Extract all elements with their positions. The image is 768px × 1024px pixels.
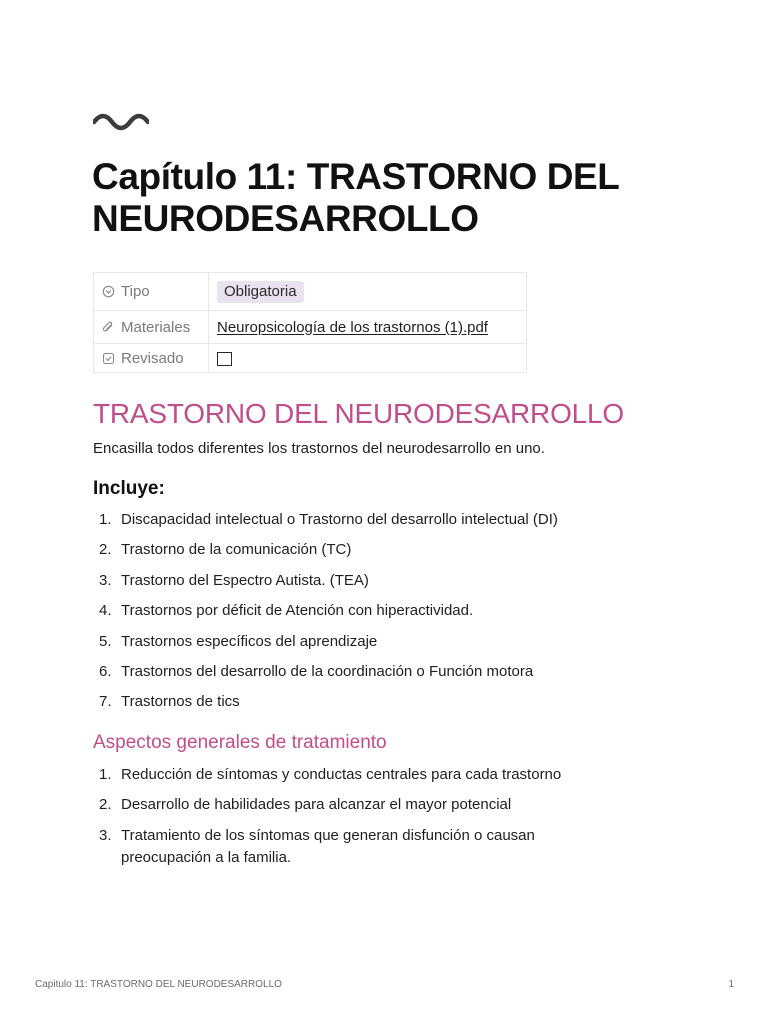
list-number: 5.	[99, 632, 112, 650]
list-item	[93, 661, 613, 683]
list-item	[93, 764, 613, 786]
property-name-tipo	[94, 273, 209, 311]
property-row-tipo	[94, 273, 527, 311]
checkbox-icon	[102, 352, 115, 365]
page-number: 1	[728, 979, 734, 990]
list-item	[93, 691, 613, 713]
list-item-text: Trastorno de la comunicación (TC)	[121, 541, 352, 559]
list-number: 4.	[99, 602, 112, 620]
select-icon	[102, 285, 115, 298]
list-item-text: Reducción de síntomas y conductas centrales para cada trastorno	[121, 766, 562, 783]
list-number: 7.	[99, 693, 112, 711]
list-number: 3.	[99, 826, 112, 844]
page-title: Capítulo 11: TRASTORNO DEL NEURODESARROLLO	[92, 156, 619, 239]
property-label: Materiales	[121, 318, 191, 336]
treatment-heading: Aspectos generales de tratamiento	[93, 732, 387, 753]
includes-list	[93, 509, 613, 722]
list-item-text: Trastorno del Espectro Autista. (TEA)	[121, 571, 369, 589]
properties-table	[93, 272, 527, 373]
list-item	[93, 631, 613, 653]
property-label: Tipo	[121, 283, 150, 300]
property-row-revisado	[94, 344, 527, 373]
tag-badge[interactable]: Obligatoria	[217, 281, 304, 303]
property-name-revisado	[94, 344, 209, 373]
list-item-text: Trastornos de tics	[121, 693, 240, 711]
list-number: 6.	[99, 662, 112, 680]
list-item	[93, 794, 613, 816]
revisado-checkbox[interactable]	[217, 352, 232, 366]
paperclip-icon	[102, 321, 115, 334]
property-value-tipo[interactable]	[209, 273, 527, 311]
list-item	[93, 825, 613, 869]
list-item-text: Tratamiento de los síntomas que generan disfunción o causan preocupación a la familia.	[121, 826, 535, 866]
list-number: 1.	[99, 511, 112, 528]
list-number: 1.	[99, 766, 112, 783]
list-item-text: Desarrollo de habilidades para alcanzar el mayor potencial	[121, 796, 512, 814]
list-item-text: Trastornos por déficit de Atención con hiperactividad.	[121, 602, 474, 620]
list-item	[93, 570, 613, 592]
footer-title: Capitulo 11: TRASTORNO DEL NEURODESARROLLO	[35, 979, 282, 990]
list-item	[93, 509, 613, 531]
property-value-revisado	[209, 344, 527, 373]
list-number: 2.	[99, 796, 112, 814]
intro-paragraph: Encasilla todos diferentes los trastornos del neurodesarrollo en uno.	[93, 440, 545, 457]
list-item	[93, 539, 613, 561]
file-link[interactable]: Neuropsicología de los trastornos (1).pdf	[217, 318, 488, 336]
property-label: Revisado	[121, 349, 184, 367]
list-number: 3.	[99, 571, 112, 589]
list-number: 2.	[99, 541, 112, 559]
treatment-list	[93, 764, 613, 877]
property-value-materiales	[209, 311, 527, 344]
section-heading: TRASTORNO DEL NEURODESARROLLO	[93, 398, 624, 429]
list-item-text: Trastornos del desarrollo de la coordinación o Función motora	[121, 662, 534, 680]
list-item	[93, 600, 613, 622]
list-item-text: Trastornos específicos del aprendizaje	[121, 632, 378, 650]
property-name-materiales	[94, 311, 209, 344]
wave-icon	[93, 113, 149, 131]
property-row-materiales	[94, 311, 527, 344]
subheading-incluye: Incluye:	[93, 478, 165, 499]
list-item-text: Discapacidad intelectual o Trastorno del desarrollo intelectual (DI)	[121, 511, 558, 528]
